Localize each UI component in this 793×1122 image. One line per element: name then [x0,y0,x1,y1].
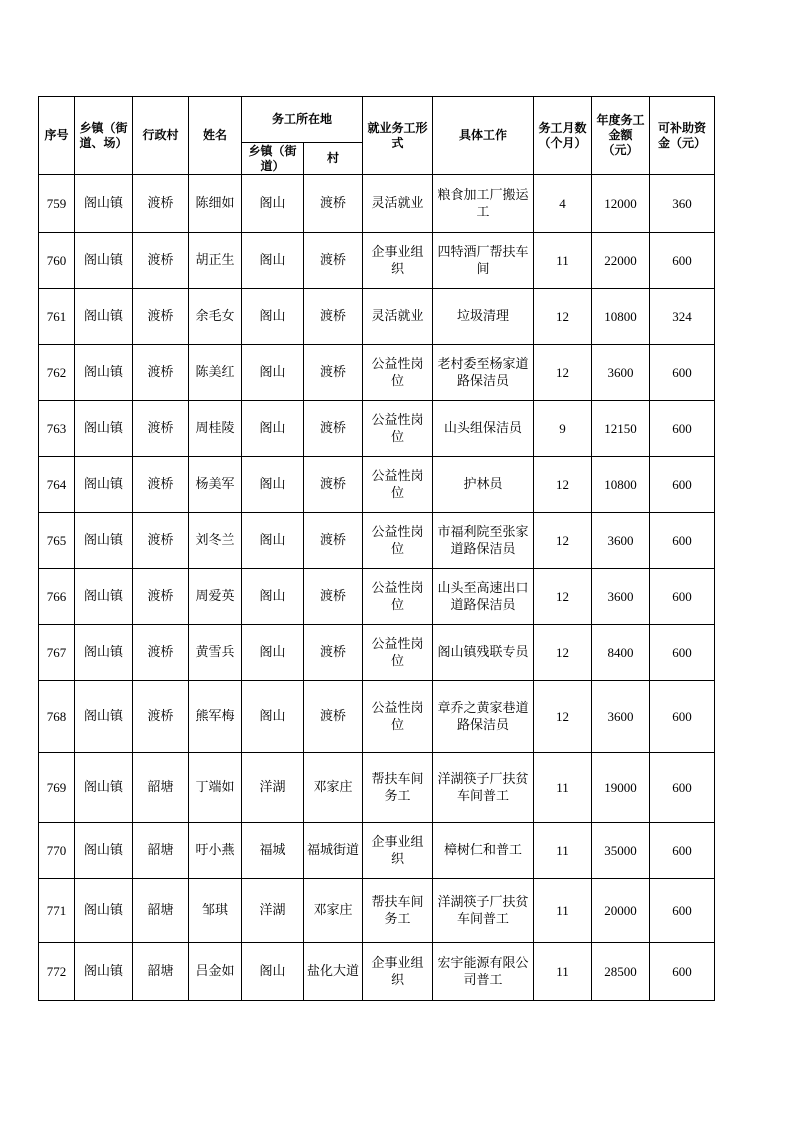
cell-work-village: 渡桥 [304,625,363,681]
cell-employment-form: 企事业组织 [363,233,433,289]
table-row [39,681,715,753]
cell-seq: 760 [39,233,75,289]
cell-annual-amount: 3600 [592,513,650,569]
cell-seq: 772 [39,943,75,1001]
cell-work-village: 渡桥 [304,233,363,289]
cell-months: 11 [534,753,592,823]
cell-annual-amount: 8400 [592,625,650,681]
cell-job: 章乔之黄家巷道路保洁员 [433,681,534,753]
cell-township: 阁山镇 [75,401,133,457]
cell-job: 垃圾清理 [433,289,534,345]
cell-work-village: 渡桥 [304,345,363,401]
header-name: 姓名 [189,97,242,175]
cell-work-village: 渡桥 [304,457,363,513]
cell-annual-amount: 12000 [592,175,650,233]
header-township: 乡镇（街道、场） [75,97,133,175]
cell-name: 周爱英 [189,569,242,625]
header-village: 行政村 [133,97,189,175]
cell-work-township: 洋湖 [242,879,304,943]
table-body [39,175,715,1001]
cell-months: 11 [534,943,592,1001]
cell-subsidy: 600 [650,879,715,943]
header-work-location: 务工所在地 [242,97,363,143]
cell-seq: 764 [39,457,75,513]
cell-subsidy: 600 [650,569,715,625]
cell-subsidy: 600 [650,233,715,289]
cell-annual-amount: 3600 [592,569,650,625]
cell-annual-amount: 10800 [592,457,650,513]
cell-months: 9 [534,401,592,457]
cell-village: 渡桥 [133,175,189,233]
header-seq: 序号 [39,97,75,175]
cell-work-village: 渡桥 [304,569,363,625]
cell-employment-form: 灵活就业 [363,175,433,233]
cell-work-township: 阁山 [242,513,304,569]
cell-subsidy: 600 [650,625,715,681]
header-work-village: 村 [304,143,363,175]
cell-employment-form: 公益性岗位 [363,401,433,457]
table-header [39,97,715,175]
table-row [39,569,715,625]
cell-months: 12 [534,289,592,345]
cell-work-township: 阁山 [242,943,304,1001]
cell-seq: 766 [39,569,75,625]
cell-township: 阁山镇 [75,233,133,289]
cell-employment-form: 公益性岗位 [363,681,433,753]
cell-job: 山头组保洁员 [433,401,534,457]
cell-work-township: 阁山 [242,175,304,233]
cell-name: 陈美红 [189,345,242,401]
cell-months: 11 [534,233,592,289]
cell-seq: 768 [39,681,75,753]
cell-work-township: 阁山 [242,457,304,513]
table-row [39,345,715,401]
cell-employment-form: 企事业组织 [363,943,433,1001]
table-row [39,233,715,289]
cell-seq: 771 [39,879,75,943]
table-row [39,457,715,513]
cell-seq: 767 [39,625,75,681]
header-job: 具体工作 [433,97,534,175]
cell-work-township: 阁山 [242,401,304,457]
cell-work-village: 渡桥 [304,175,363,233]
cell-employment-form: 公益性岗位 [363,345,433,401]
cell-township: 阁山镇 [75,569,133,625]
table-row [39,175,715,233]
cell-name: 邹琪 [189,879,242,943]
cell-township: 阁山镇 [75,879,133,943]
cell-seq: 763 [39,401,75,457]
cell-township: 阁山镇 [75,943,133,1001]
cell-subsidy: 600 [650,513,715,569]
table-row [39,289,715,345]
cell-annual-amount: 19000 [592,753,650,823]
cell-employment-form: 灵活就业 [363,289,433,345]
table-row [39,513,715,569]
cell-annual-amount: 3600 [592,345,650,401]
cell-seq: 762 [39,345,75,401]
cell-village: 渡桥 [133,625,189,681]
cell-job: 宏宇能源有限公司普工 [433,943,534,1001]
cell-annual-amount: 3600 [592,681,650,753]
cell-subsidy: 600 [650,457,715,513]
cell-village: 渡桥 [133,233,189,289]
cell-work-village: 渡桥 [304,401,363,457]
cell-work-village: 渡桥 [304,513,363,569]
cell-village: 韶塘 [133,879,189,943]
cell-months: 4 [534,175,592,233]
header-work-township: 乡镇（街道） [242,143,304,175]
table-row [39,823,715,879]
cell-job: 山头至高速出口道路保洁员 [433,569,534,625]
cell-village: 渡桥 [133,513,189,569]
cell-months: 12 [534,345,592,401]
cell-subsidy: 600 [650,943,715,1001]
cell-subsidy: 324 [650,289,715,345]
cell-months: 12 [534,513,592,569]
cell-job: 樟树仁和普工 [433,823,534,879]
cell-township: 阁山镇 [75,681,133,753]
cell-employment-form: 帮扶车间务工 [363,879,433,943]
cell-subsidy: 600 [650,753,715,823]
cell-name: 余毛女 [189,289,242,345]
cell-seq: 761 [39,289,75,345]
cell-employment-form: 公益性岗位 [363,457,433,513]
cell-job: 洋湖筷子厂扶贫车间普工 [433,879,534,943]
table-row [39,753,715,823]
cell-village: 韶塘 [133,753,189,823]
cell-job: 护林员 [433,457,534,513]
cell-subsidy: 600 [650,823,715,879]
cell-annual-amount: 20000 [592,879,650,943]
cell-township: 阁山镇 [75,175,133,233]
cell-work-village: 邓家庄 [304,753,363,823]
cell-job: 老村委至杨家道路保洁员 [433,345,534,401]
header-subsidy: 可补助资金（元） [650,97,715,175]
cell-subsidy: 600 [650,681,715,753]
cell-employment-form: 企事业组织 [363,823,433,879]
cell-months: 12 [534,625,592,681]
cell-township: 阁山镇 [75,345,133,401]
cell-work-village: 渡桥 [304,289,363,345]
cell-name: 胡正生 [189,233,242,289]
cell-months: 11 [534,823,592,879]
cell-months: 12 [534,681,592,753]
cell-village: 渡桥 [133,345,189,401]
cell-name: 吁小燕 [189,823,242,879]
cell-township: 阁山镇 [75,625,133,681]
table-row [39,625,715,681]
cell-name: 吕金如 [189,943,242,1001]
cell-township: 阁山镇 [75,289,133,345]
cell-name: 黄雪兵 [189,625,242,681]
cell-work-township: 阁山 [242,345,304,401]
cell-subsidy: 360 [650,175,715,233]
cell-village: 渡桥 [133,457,189,513]
cell-work-village: 邓家庄 [304,879,363,943]
cell-name: 杨美军 [189,457,242,513]
header-months: 务工月数（个月） [534,97,592,175]
table-row [39,943,715,1001]
cell-job: 阁山镇残联专员 [433,625,534,681]
cell-township: 阁山镇 [75,457,133,513]
cell-subsidy: 600 [650,345,715,401]
cell-job: 市福利院至张家道路保洁员 [433,513,534,569]
cell-subsidy: 600 [650,401,715,457]
cell-employment-form: 公益性岗位 [363,569,433,625]
cell-annual-amount: 12150 [592,401,650,457]
cell-village: 韶塘 [133,943,189,1001]
cell-job: 粮食加工厂搬运工 [433,175,534,233]
cell-seq: 769 [39,753,75,823]
cell-work-village: 福城街道 [304,823,363,879]
cell-work-township: 阁山 [242,233,304,289]
cell-village: 渡桥 [133,401,189,457]
cell-work-village: 盐化大道 [304,943,363,1001]
cell-employment-form: 公益性岗位 [363,625,433,681]
cell-work-township: 阁山 [242,289,304,345]
cell-seq: 759 [39,175,75,233]
cell-name: 熊军梅 [189,681,242,753]
cell-village: 渡桥 [133,569,189,625]
cell-work-township: 阁山 [242,569,304,625]
cell-job: 洋湖筷子厂扶贫车间普工 [433,753,534,823]
cell-village: 韶塘 [133,823,189,879]
cell-name: 陈细如 [189,175,242,233]
cell-seq: 765 [39,513,75,569]
table-row [39,879,715,943]
cell-village: 渡桥 [133,289,189,345]
cell-employment-form: 帮扶车间务工 [363,753,433,823]
header-employment-form: 就业务工形式 [363,97,433,175]
cell-annual-amount: 28500 [592,943,650,1001]
cell-annual-amount: 35000 [592,823,650,879]
cell-township: 阁山镇 [75,753,133,823]
cell-name: 周桂陵 [189,401,242,457]
cell-annual-amount: 22000 [592,233,650,289]
cell-township: 阁山镇 [75,513,133,569]
cell-annual-amount: 10800 [592,289,650,345]
cell-work-township: 洋湖 [242,753,304,823]
cell-employment-form: 公益性岗位 [363,513,433,569]
cell-work-township: 阁山 [242,681,304,753]
cell-name: 丁端如 [189,753,242,823]
cell-months: 11 [534,879,592,943]
cell-months: 12 [534,457,592,513]
cell-seq: 770 [39,823,75,879]
cell-village: 渡桥 [133,681,189,753]
cell-job: 四特酒厂帮扶车间 [433,233,534,289]
header-annual-amount: 年度务工金额（元） [592,97,650,175]
cell-name: 刘冬兰 [189,513,242,569]
cell-township: 阁山镇 [75,823,133,879]
subsidy-table [38,96,715,1001]
cell-months: 12 [534,569,592,625]
table-row [39,401,715,457]
cell-work-village: 渡桥 [304,681,363,753]
cell-work-township: 阁山 [242,625,304,681]
cell-work-township: 福城 [242,823,304,879]
